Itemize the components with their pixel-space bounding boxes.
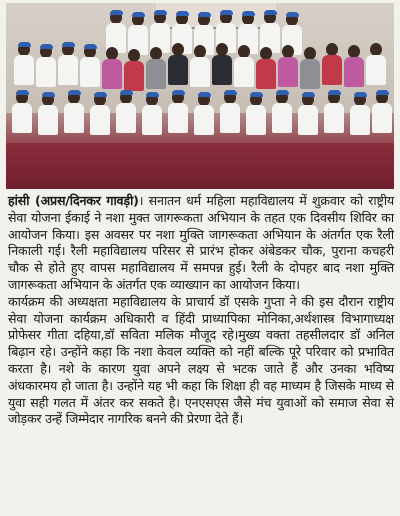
person <box>270 91 294 141</box>
person <box>10 91 34 141</box>
photo-carpet <box>6 143 394 189</box>
person <box>370 91 394 141</box>
person <box>62 91 86 141</box>
person <box>14 43 34 87</box>
person <box>36 45 56 89</box>
person <box>322 43 342 87</box>
group-photo <box>6 3 394 189</box>
person <box>88 93 112 143</box>
person <box>146 47 166 91</box>
person <box>244 93 268 143</box>
person <box>114 91 138 141</box>
person <box>212 43 232 87</box>
dateline: हांसी (अप्रस/दिनकर गावड़ी) <box>8 193 139 208</box>
person <box>168 43 188 87</box>
person <box>166 91 190 141</box>
person <box>234 45 254 89</box>
person <box>192 93 216 143</box>
person <box>36 93 60 143</box>
paragraph-2: कार्यक्रम की अध्यक्षता महाविद्यालय के प्राचार्य डॉ एसके गुप्ता ने की इस दौरान राष्ट्रीय सेवा योजना कार्यक्रम अधिकारी व हिंदी प्राध्यापिका मोनिका,अर्थशास्त्र विभागाध्यक्ष प्रोफेसर गीता दहिया,डॉ सविता मलिक मौजूद रहे।मुख्य वक्ता तहसीलदार डॉ अनिल बिढ़ान रहे। उन्होंने कहा कि नशा केवल व्यक्ति को नहीं बल्कि पूरे परिवार को प्रभावित करता है। नशे के कारण युवा अपने लक्ष्य से भटक जाते हैं और उनका भविष्य अंधकारमय हो जाता है। उन्होंने यह भी कहा कि शिक्षा ही वह माध्यम है जिसके माध्य से युवा सही गलत में अंतर कर सकते है। एनएसएस जैसे मंच युवाओं को समाज सेवा से जोड़कर उन्हें जिम्मेदार नागरिक बनने की प्रेरणा देते हैं। <box>8 293 394 427</box>
person <box>344 45 364 89</box>
person <box>322 91 346 141</box>
person <box>102 47 122 91</box>
article-body <box>8 193 394 428</box>
person <box>80 45 100 89</box>
person <box>256 47 276 91</box>
person <box>124 49 144 93</box>
person <box>296 93 320 143</box>
person <box>300 47 320 91</box>
person <box>58 43 78 87</box>
person <box>218 91 242 141</box>
paragraph-1-text: । सनातन धर्म महिला महाविद्यालय में शुक्रवार को राष्ट्रीय सेवा योजना ईकाई ने नशा मुक्त जागरूकता अभियान के तहत एक दिवसीय शिविर का आयोजन किया। इस अवसर पर नशा मुक्ति जागरूकता अभियान के अंतर्गत एक रैली निकाली गई। रैली महाविद्यालय परिसर से प्रारंभ होकर अंबेडकर चौक, पुराना कचहरी चौक से होते हुए वापस महाविद्यालय में समपन्न हुई। रैली के दोपहर बाद नशा मुक्ति जागरूकता अभियान के अंतर्गत एक व्याख्यान का आयोजन किया। <box>8 193 395 292</box>
person <box>140 93 164 143</box>
paragraph-1 <box>8 193 394 294</box>
person <box>278 45 298 89</box>
person <box>348 93 372 143</box>
person <box>190 45 210 89</box>
person <box>366 43 386 87</box>
